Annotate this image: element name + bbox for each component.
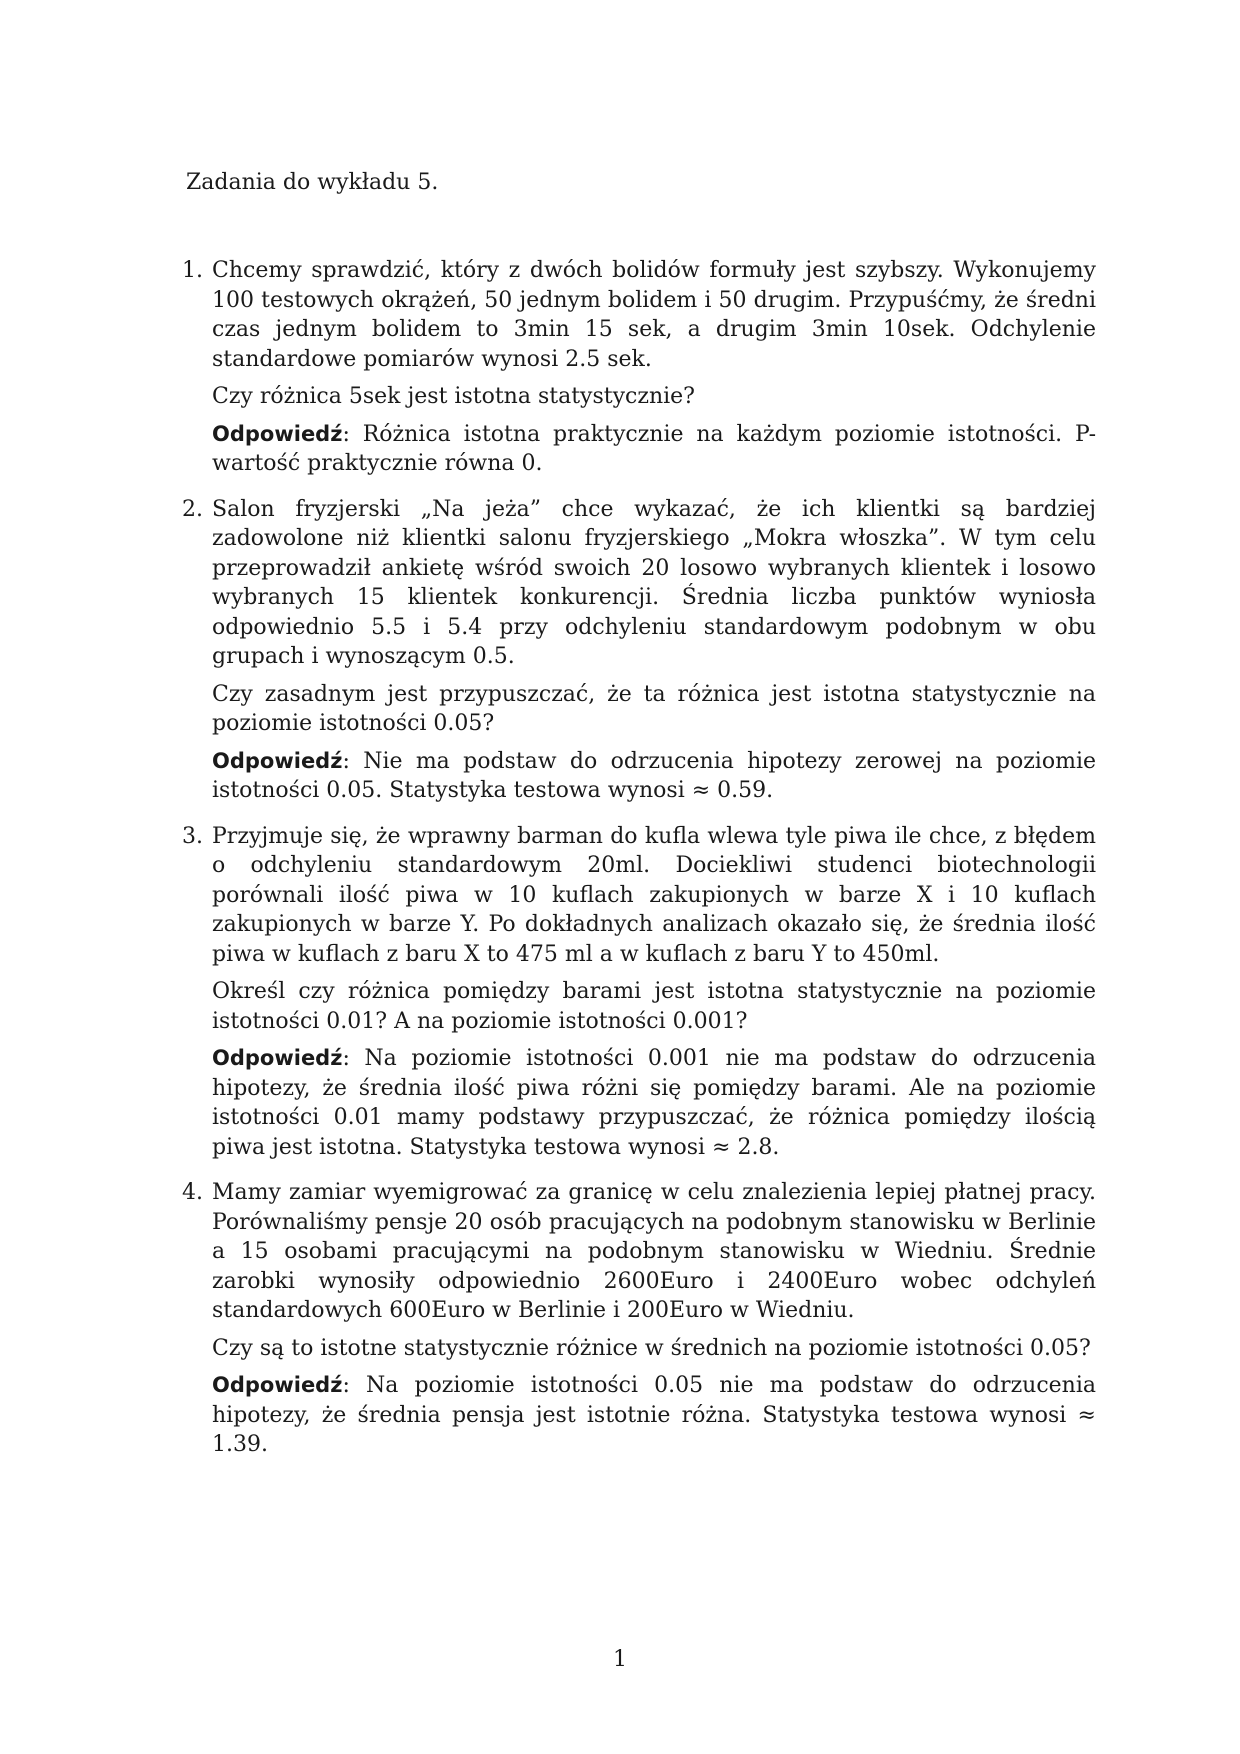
problem-answer: [212, 1371, 1096, 1460]
answer-label: Odpowiedź: [212, 421, 343, 446]
answer-text: : Na poziomie istotności 0.001 nie ma podstaw do odrzucenia hipotezy, że średnia ilość piwa różni się pomiędzy barami. Ale na poziomie istotności 0.01 mamy podstawy przypuszczać, że różnica pomiędzy ilością piwa jest istotna. Statystyka testowa wynosi ≈ 2.8.: [212, 1046, 1096, 1160]
page-title: Zadania do wykładu 5.: [186, 170, 439, 195]
problem-text: Chcemy sprawdzić, który z dwóch bolidów formuły jest szybszy. Wykonujemy 100 testowych okrążeń, 50 jednym bolidem i 50 drugim. Przypuśćmy, że średni czas jednym bolidem to 3min 15 sek, a drugim 3min 10sek. Odchylenie standardowe pomiarów wynosi 2.5 sek.: [212, 258, 1096, 372]
answer-label: Odpowiedź: [212, 1046, 343, 1070]
problem-item: [182, 495, 1096, 806]
answer-label: Odpowiedź: [212, 748, 343, 773]
problem-item: [182, 822, 1096, 1163]
problem-answer: [212, 420, 1096, 479]
problem-item: [182, 1178, 1096, 1460]
problem-number: 4.: [182, 1180, 203, 1205]
answer-text: : Różnica istotna praktycznie na każdym poziomie istotności. P-wartość praktycznie równa 0.: [212, 421, 1096, 476]
problem-question: Czy różnica 5sek jest istotna statystycznie?: [212, 384, 695, 409]
problem-text: Przyjmuje się, że wprawny barman do kufla wlewa tyle piwa ile chce, z błędem o odchyleniu standardowym 20ml. Dociekliwi studenci biotechnologii porównali ilość piwa w 10 kuflach zakupionych w barze X i 10 kuflach zakupionych w barze Y. Po dokładnych analizach okazało się, że średnia ilość piwa w kuflach z baru X to 475 ml a w kuflach z baru Y to 450ml.: [212, 823, 1096, 967]
problem-question: Czy zasadnym jest przypuszczać, że ta różnica jest istotna statystycznie na poziomie istotności 0.05?: [212, 681, 1096, 736]
problem-text: Mamy zamiar wyemigrować za granicę w celu znalezienia lepiej płatnej pracy. Porównaliśmy pensje 20 osób pracujących na podobnym stanowisku w Berlinie a 15 osobami pracującymi na podobnym stanowisku w Wiedniu. Średnie zarobki wynosiły odpowiednio 2600Euro i 2400Euro wobec odchyleń standardowych 600Euro w Berlinie i 200Euro w Wiedniu.: [212, 1180, 1096, 1323]
problem-number: 3.: [182, 823, 203, 849]
problem-question: Określ czy różnica pomiędzy barami jest istotna statystycznie na poziomie istotności 0.01? A na poziomie istotności 0.001?: [212, 979, 1096, 1034]
problem-answer: [212, 747, 1096, 806]
answer-text: : Nie ma podstaw do odrzucenia hipotezy zerowej na poziomie istotności 0.05. Statystyka testowa wynosi ≈ 0.59.: [212, 748, 1096, 803]
problem-number: 1.: [182, 258, 203, 283]
problem-answer: [212, 1044, 1096, 1162]
problem-number: 2.: [182, 496, 203, 522]
problem-list: [182, 256, 1096, 1476]
problem-text: Salon fryzjerski „Na jeża” chce wykazać, że ich klientki są bardziej zadowolone niż klientki salonu fryzjerskiego „Mokra włoszka”. W tym celu przeprowadził ankietę wśród swoich 20 losowo wybranych klientek i losowo wybranych 15 klientek konkurencji. Średnia liczba punktów wyniosła odpowiednio 5.5 i 5.4 przy odchyleniu standardowym podobnym w obu grupach i wynoszącym 0.5.: [212, 496, 1096, 669]
problem-question: Czy są to istotne statystycznie różnice w średnich na poziomie istotności 0.05?: [212, 1335, 1091, 1361]
page-number: 1: [613, 1647, 627, 1672]
problem-item: [182, 256, 1096, 479]
answer-text: : Na poziomie istotności 0.05 nie ma podstaw do odrzucenia hipotezy, że średnia pensja jest istotnie różna. Statystyka testowa wynosi ≈ 1.39.: [212, 1373, 1096, 1457]
answer-label: Odpowiedź: [212, 1373, 343, 1397]
